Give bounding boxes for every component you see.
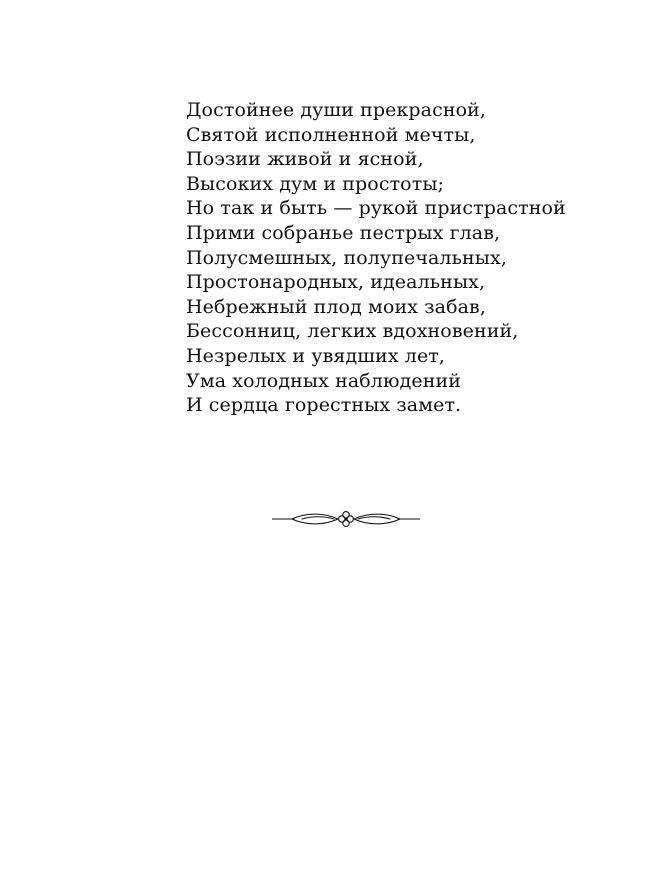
poem-line: Но так и быть — рукой пристрастной bbox=[186, 197, 566, 220]
poem-line: Полусмешных, полупечальных, bbox=[186, 246, 507, 269]
poem-line: Поэзии живой и ясной, bbox=[186, 148, 424, 171]
poem-line: Бессонниц, легких вдохновений, bbox=[186, 320, 519, 343]
poem-line: Высоких дум и простоты; bbox=[186, 172, 445, 195]
poem-line: Святой исполненной мечты, bbox=[186, 123, 476, 146]
poem-line: Прими собранье пестрых глав, bbox=[186, 221, 501, 244]
poem-line: Незрелых и увядших лет, bbox=[186, 344, 446, 367]
poem-line: Простонародных, идеальных, bbox=[186, 271, 486, 294]
flourish-divider-icon bbox=[272, 509, 420, 529]
poem-line: Ума холодных наблюдений bbox=[186, 369, 462, 392]
poem-line: Небрежный плод моих забав, bbox=[186, 295, 486, 318]
poem-line: И сердца горестных замет. bbox=[186, 394, 462, 417]
poem-line: Достойнее души прекрасной, bbox=[186, 99, 487, 121]
poem-stanza bbox=[186, 98, 606, 418]
